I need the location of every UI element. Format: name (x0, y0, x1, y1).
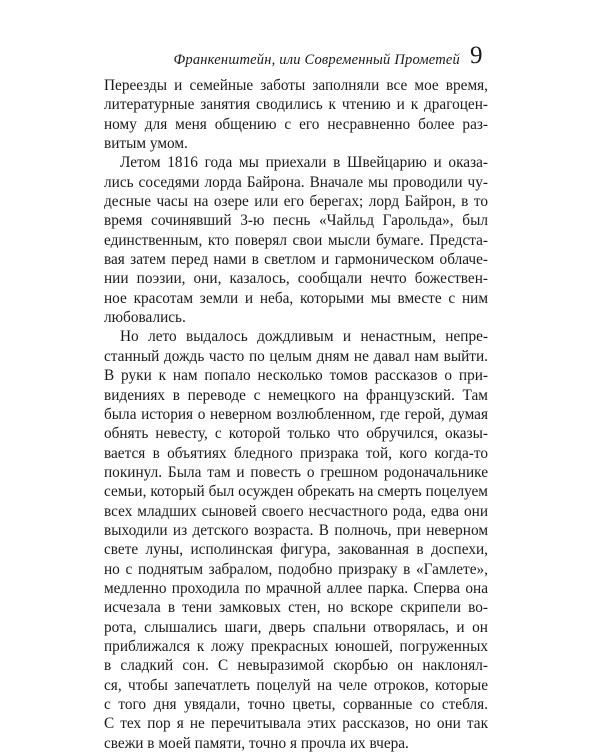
text-line: Но лето выдалось дождливым и ненастным, непре- (120, 328, 488, 346)
text-line: приближался к ложу прекрасных юношей, погруженных (104, 637, 488, 655)
text-line: покинул. Была там и повесть о грешном родоначальнике (104, 463, 488, 481)
text-line: В руки к нам попало несколько томов рассказов о при- (104, 367, 488, 385)
text-line: ся, чтобы запечатлеть поцелуй на челе отроков, которые (104, 676, 488, 694)
text-line: всех младших сыновей своего несчастного рода, едва они (104, 502, 488, 520)
text-line: вая затем перед нами в светлом и гармоническом облаче- (104, 251, 488, 269)
text-line: семьи, который был осужден обрекать на смерть поцелуем (104, 483, 488, 501)
text-line: Летом 1816 года мы приехали в Швейцарию и оказа- (120, 154, 488, 172)
text-line: станный дождь часто по целым дням не давал нам выйти. (104, 347, 488, 365)
body-text (104, 76, 488, 753)
text-line: литературные занятия сводились к чтению и к драгоцен- (104, 96, 488, 114)
text-line: единственным, кто поверял свои мысли бумаге. Предста- (104, 231, 488, 249)
text-line: нии поэзии, они, казалось, сообщали нечто божествен- (104, 270, 488, 288)
text-line: свежи в моей памяти, точно я прочла их вчера. (104, 734, 409, 752)
text-line: свете луны, исполинская фигура, закованная в доспехи, (104, 541, 488, 559)
page-number: 9 (470, 42, 483, 69)
text-line: но с поднятым забралом, подобно призраку в «Гамлете», (104, 560, 488, 578)
text-line: Переезды и семейные заботы заполняли все мое время, (104, 77, 488, 94)
text-line: была история о неверном возлюбленном, где герой, думая (104, 405, 488, 423)
text-line: медленно проходила по мрачной аллее парка. Сперва она (104, 579, 488, 597)
paragraph-2 (104, 153, 488, 327)
text-line: в сладкий сон. С невыразимой скорбью он наклонял- (104, 657, 488, 675)
text-line: С тех пор я не перечитывала этих рассказов, но они так (104, 715, 488, 733)
text-line: десные часы на озере или его берегах; лорд Байрон, в то (104, 193, 488, 211)
text-line: исчезала в тени замковых стен, но вскоре скрипели во- (104, 599, 488, 617)
paragraph-3 (104, 327, 488, 753)
text-line: любовались. (104, 309, 186, 327)
text-line: витым умом. (104, 135, 188, 153)
running-header-title: Франкенштейн, или Современный Прометей (173, 52, 460, 68)
text-line: рота, слышались шаги, дверь спальни отворялась, и он (104, 618, 488, 636)
text-line: ному для меня общению с его несравненно более раз- (104, 115, 488, 133)
text-line: лись соседями лорда Байрона. Вначале мы проводили чу- (104, 173, 488, 191)
text-line: ное красотам земли и неба, которыми мы вместе с ним (104, 289, 488, 307)
text-line: вается в объятиях бледного призрака той, кого когда-то (104, 444, 488, 462)
text-line: время сочинявший 3-ю песнь «Чайльд Гарольда», был (104, 212, 488, 230)
text-line: выходили из детского возраста. В полночь, при неверном (104, 521, 488, 539)
text-line: видениях в переводе с немецкого на французский. Там (104, 386, 488, 404)
text-line: обнять невесту, с которой только что обручился, оказы- (104, 425, 488, 443)
paragraph-1 (104, 76, 488, 153)
text-line: с того дня увядали, точно цветы, сорванные со стебля. (104, 696, 488, 713)
